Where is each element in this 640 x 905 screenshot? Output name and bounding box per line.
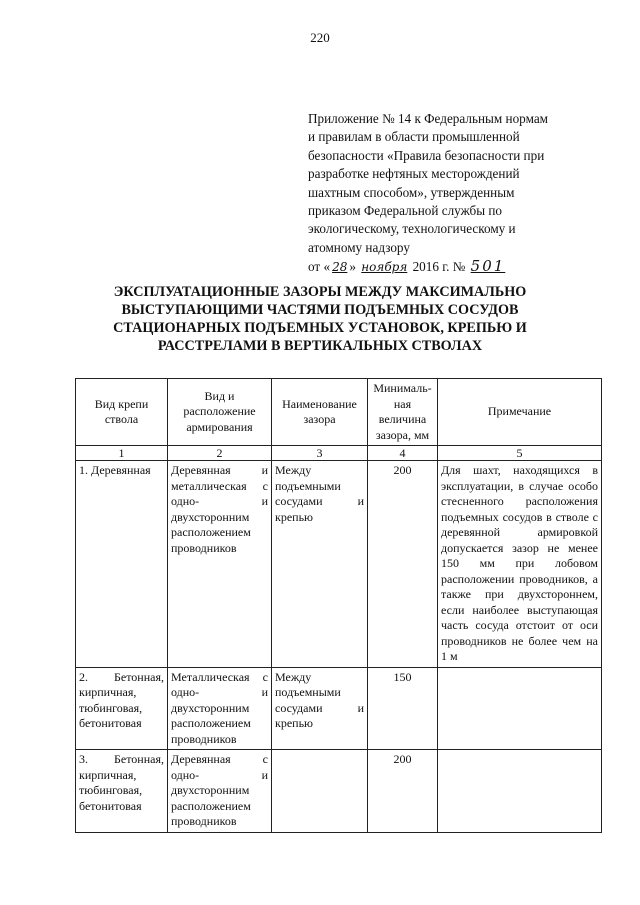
table-header-row [76, 379, 602, 446]
table-row [76, 667, 602, 750]
header-min-gap: Минималь-ная величина зазора, мм [368, 379, 438, 446]
cell-gap-name [272, 750, 368, 833]
appendix-line: экологическому, технологическому и [308, 221, 516, 237]
column-number-row [76, 446, 602, 461]
cell-armament: Металлическая с одно- и двухсторонним расположением проводников [168, 667, 272, 750]
handwritten-day: 28 [332, 260, 348, 275]
document-title: ЭКСПЛУАТАЦИОННЫЕ ЗАЗОРЫ МЕЖДУ МАКСИМАЛЬНО ВЫСТУПАЮЩИМИ ЧАСТЯМИ ПОДЪЕМНЫХ СОСУДОВ СТАЦИОНАРНЫХ ПОДЪЕМНЫХ УСТАНОВОК, КРЕПЬЮ И РАССТРЕЛАМИ В ВЕРТИКАЛЬНЫХ СТВОЛАХ [113, 284, 527, 354]
order-date-line [308, 257, 593, 276]
appendix-block [308, 110, 593, 277]
appendix-line: шахтным способом», утвержденным [308, 184, 515, 200]
handwritten-order-number: 501 [470, 257, 506, 276]
header-gap-name: Наименование зазора [272, 379, 368, 446]
year-text: 2016 г. № [412, 259, 466, 275]
page-number: 220 [310, 30, 330, 45]
clearance-table [75, 378, 602, 833]
table-row [76, 750, 602, 833]
cell-armament: Деревянная с одно- и двухсторонним расположением проводников [168, 750, 272, 833]
cell-min-gap: 150 [368, 667, 438, 750]
cell-note [438, 750, 602, 833]
cell-gap-name: Между подъемными сосудами и крепью [272, 667, 368, 750]
column-number: 1 [76, 446, 168, 461]
appendix-line: безопасности «Правила безопасности при [308, 147, 545, 163]
appendix-line: Приложение № 14 к Федеральным нормам [308, 111, 549, 126]
column-number: 5 [438, 446, 602, 461]
appendix-line: и правилам в области промышленной [308, 129, 520, 145]
column-number: 3 [272, 446, 368, 461]
cell-min-gap: 200 [368, 750, 438, 833]
date-prefix: от « [308, 259, 331, 275]
date-separator: » [349, 259, 356, 275]
table-row [76, 461, 602, 668]
cell-support-type: 3. Бетонная, кирпичная, тюбинговая, бетонитовая [76, 750, 168, 833]
column-number: 2 [168, 446, 272, 461]
header-armament: Вид и расположение армирования [168, 379, 272, 446]
appendix-line: разработке нефтяных месторождений [308, 166, 520, 182]
header-note: Примечание [438, 379, 602, 446]
cell-support-type: 2. Бетонная, кирпичная, тюбинговая, бетонитовая [76, 667, 168, 750]
cell-min-gap: 200 [368, 461, 438, 668]
cell-note: Для шахт, находящихся в эксплуатации, в случае особо стесненного расположения подъемных сосудов в стволе с деревянной армировкой допускается зазор не менее 150 мм при лобовом расположении проводников, а также при двухстороннем, если наиболее выступающая часть сосуда отстоит от оси проводников не более чем на 1 м [438, 461, 602, 668]
appendix-line: атомному надзору [308, 239, 410, 255]
appendix-line: приказом Федеральной службы по [308, 203, 503, 219]
cell-armament: Деревянная и металлическая с одно- и двухсторонним расположением проводников [168, 461, 272, 668]
cell-support-type: 1. Деревянная [76, 461, 168, 668]
column-number: 4 [368, 446, 438, 461]
handwritten-month: ноября [361, 260, 408, 275]
header-support-type: Вид крепи ствола [76, 379, 168, 446]
cell-gap-name: Между подъемными сосудами и крепью [272, 461, 368, 668]
cell-note [438, 667, 602, 750]
